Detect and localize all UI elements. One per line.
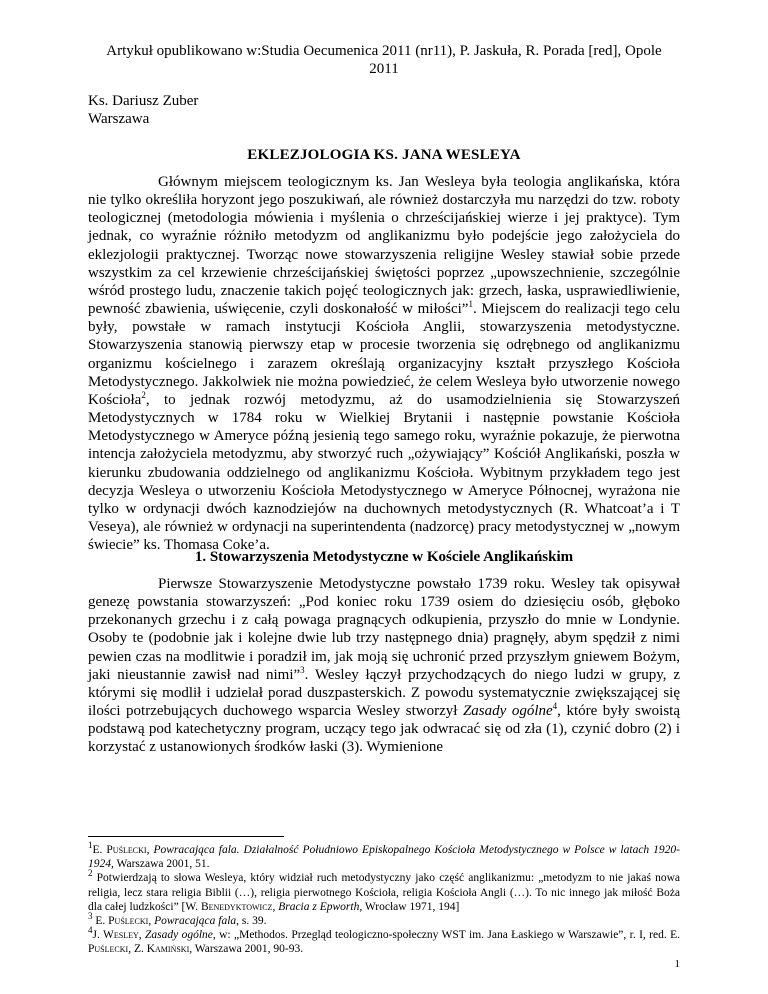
paragraph-section-1 xyxy=(88,575,680,757)
footnote-3-author: E. Puślecki xyxy=(92,915,149,928)
footnote-2 xyxy=(88,868,680,914)
section-heading: 1. Stowarzyszenia Metodystyczne w Kościele Anglikańskim xyxy=(194,549,574,565)
para1-text-c: , to jednak rozwój metodyzmu, aż do usamodzielnienia się Stowarzyszeń Metodystycznych w 1784 roku w Wielkiej Brytanii i następnie powstanie Kościoła Metodystycznego w Ameryce późną jesienią tego samego roku, wyraźnie pokazuje, że pierwotna intencja założyciela metodyzmu, aby stworzyć ruch „ożywiający” Kościół Anglikański, poszła w kierunku zbudowania oddzielnego od anglikanizmu Kościoła. Wybitnym przykładem tego jest decyzja Wesleya o utworzeniu Kościoła Metodystycznego w Ameryce Północnej, wyrażona nie tylko w ordynacji dwóch kaznodziejów na duchownych metodystycznych (R. Whatcoat’a i T Veseya), ale również w ordynacji na superintendenta (nadzorcę) pracy metodystycznej w „nowym świecie” ks. Thomasa Coke’a. xyxy=(88,391,680,554)
footnote-1-author: E. Puślecki xyxy=(92,844,147,856)
footnote-4-number: 4 xyxy=(88,925,93,936)
footnote-4-author: J. Wesley xyxy=(92,929,139,942)
footnote-2-author: Benedyktowicz xyxy=(200,900,273,913)
para1-text-a: Głównym miejscem teologicznym ks. Jan Wesleya była teologia anglikańska, która nie tylko określiła horyzont jego poszukiwań, ale również dostarczyła mu narzędzi do tzw. roboty teologicznej (metodologia mówienia i myślenia o chrześcijańskiej wierze i jej praktyce). Tym jednak, co wyraźnie różniło metodyzm od anglikanizmu było podejście jego założyciela do eklezjologii praktycznej. Tworząc nowe stowarzyszenia religijne Wesley stawiał sobie przede wszystkim za cel krzewienie chrześcijańskiej świętości poprzez „upowszechnienie, szczególnie wśród prostego ludu, znaczenie takich pojęć teologicznych jak: grzech, łaska, usprawiedliwienie, pewność zbawienia, uświęcenie, czyli doskonałość w miłości” xyxy=(88,174,680,318)
footnote-2-sep: , xyxy=(272,900,279,913)
footnote-4-rest2: , Warszawa 2001, 90-93. xyxy=(189,943,304,956)
footnote-2-title: Bracia z Epworth, xyxy=(278,900,363,913)
footnote-3-title: Powracająca fala xyxy=(154,915,237,928)
footnotes xyxy=(88,840,681,957)
paragraph-intro xyxy=(88,173,680,554)
footnote-2-number: 2 xyxy=(88,868,93,879)
footnote-1-rest: Warszawa 2001, 51. xyxy=(113,858,210,871)
footnote-4-editor-2: Z. Kamiński xyxy=(133,943,190,956)
footnote-4-title: Zasady ogólne xyxy=(145,929,213,942)
footnote-ref-1[interactable]: 1 xyxy=(468,299,473,310)
footnote-3-sep: , xyxy=(148,915,155,928)
author-block xyxy=(88,92,198,128)
header-line-2: 2011 xyxy=(369,61,399,77)
footnote-4 xyxy=(88,925,680,956)
header-line-1: Artykuł opublikowano w:Studia Oecumenica 2011 (nr11), P. Jaskuła, R. Porada [red], Opole xyxy=(106,43,662,59)
footnote-3-number: 3 xyxy=(88,911,93,922)
footnote-ref-2[interactable]: 2 xyxy=(141,389,146,400)
author-place: Warszawa xyxy=(88,111,150,127)
para1-text-b: . Miejscem do realizacji tego celu były, powstałe w ramach instytucji Kościoła Anglii, stowarzyszenia metodystyczne. Stowarzyszenia stanowią pierwszy etap w procesie tworzenia się odrębnego od anglikanizmu organizmu kościelnego i zarazem określają organizacyjny kształt przyszłego Kościoła Metodystycznego. Jakkolwiek nie można powiedzieć, że celem Wesleya było utworzenie nowego Kościoła xyxy=(88,301,680,408)
footnote-2-rest: Wrocław 1971, 194] xyxy=(362,900,460,913)
page-number: 1 xyxy=(674,958,680,970)
footnote-ref-4[interactable]: 4 xyxy=(552,701,558,712)
footnote-2-text: Potwierdzają to słowa Wesleya, który widział ruch metodystyczny jako część anglikanizmu: „metodyzm to nie jakaś nowa religia, lecz stara religia Biblii (…), religia pierwotnego Kościoła, religia Kościoła Angli (…). To nic innego jak miłość Boża dla całej ludzkości” [W. xyxy=(88,872,680,913)
footnote-4-rest: , w: „Methodos. Przegląd teologiczno-społeczny WST im. Jana Łaskiego w Warszawie”, r. I, red. xyxy=(212,929,671,942)
footnote-ref-3[interactable]: 3 xyxy=(300,664,305,675)
footnote-4-sep2: , xyxy=(128,943,134,956)
para2-text-c: , które były swoistą podstawą pod katechetyczny program, uczący tego jak odwracać się od zła (1), czynić dobro (2) i korzystać z ustanowionych środków łaski (3). Wymienione xyxy=(88,703,680,756)
publication-header xyxy=(40,42,728,78)
article-title: EKLEZJOLOGIA KS. JANA WESLEYA xyxy=(247,147,521,163)
para2-italic-title: Zasady ogólne xyxy=(462,703,553,720)
footnote-3-rest: , s. 39. xyxy=(236,915,267,928)
footnote-4-sep: , xyxy=(138,929,145,942)
para2-text-a: Pierwsze Stowarzyszenie Metodystyczne powstało 1739 roku. Wesley tak opisywał genezę powstania stowarzyszeń: „Pod koniec roku 1739 osiem do dziesięciu osób, głęboko przekonanych grzechu i z całą powaga pragnących odkupienia, przyszło do mnie w Londynie. Osoby te (podobnie jak i kolejne dwie lub trzy następnego dnia) pragnęły, abym spędził z nimi pewien czas na modlitwie i poradził im, jak moją się uchronić przed przyszłym gniewem Bożym, jaki nieustannie zawisł nad nimi” xyxy=(88,576,680,683)
footnote-1: $^1$E. Puślecki, Powracająca fala. Działalność Południowo Episkopalnego Kościoła Metodystycznego w Polsce w latach 1920-1924, Warszawa 2001, 51. xyxy=(88,840,681,871)
footnote-3 xyxy=(88,911,680,928)
author-name: Ks. Dariusz Zuber xyxy=(88,93,199,109)
footnote-separator xyxy=(88,836,284,837)
footnote-1-number: 1 xyxy=(88,840,93,851)
footnote-1-title: Powracająca fala. Działalność Południowo Episkopalnego Kościoła Metodystycznego w Polsce w latach 1920-1924, xyxy=(88,844,681,871)
footnote-4-editor-1: E. Puślecki xyxy=(88,929,680,956)
para2-text-b: . Wesley łączył przychodzących do niego ludzi w grupy, z którymi się modlił i udzielał porad duszpasterskich. Z powodu systematycznie zwiększającej się ilości potrzebujących duchowego wsparcia Wesley stworzył xyxy=(88,666,680,720)
